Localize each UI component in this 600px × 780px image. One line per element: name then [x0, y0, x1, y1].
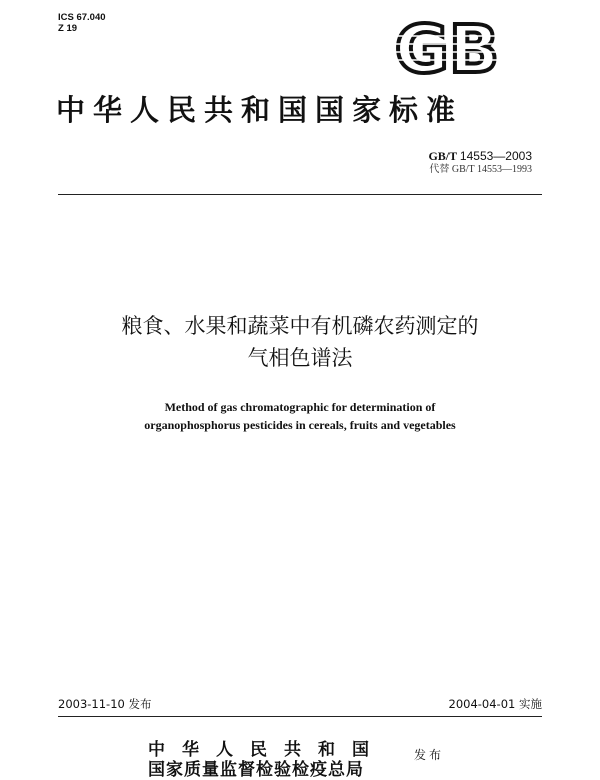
issuer-line-2: 国家质量监督检验检疫总局 [148, 760, 364, 780]
standard-prefix: GB/T [428, 149, 457, 163]
chinese-title-line-1: 粮食、水果和蔬菜中有机磷农药测定的 [121, 314, 479, 338]
issuer-line-1: 中华人民共和国 [148, 740, 386, 760]
issue-date: 2003-11-10 发布 [58, 697, 152, 711]
replaces-standard: 代替 GB/T 14553—1993 [429, 164, 532, 175]
english-title-line-1: Method of gas chromatographic for determination of [164, 400, 436, 414]
ics-code: ICS 67.040 [58, 12, 106, 23]
english-title-line-2: organophosphorus pesticides in cereals, fruits and vegetables [144, 418, 456, 432]
standard-number-block [428, 150, 532, 176]
national-standard-title: 中华人民共和国国家标准 [56, 93, 464, 127]
bottom-divider [58, 716, 542, 717]
standard-number [428, 150, 532, 163]
issue-word: 发布 [414, 748, 445, 762]
gb-logo [391, 18, 503, 76]
chinese-title [0, 310, 600, 374]
classification-codes [58, 12, 106, 34]
english-title [0, 398, 600, 434]
implementation-date: 2004-04-01 实施 [448, 697, 542, 711]
gb-logo-graphic [391, 18, 503, 76]
gb-logo-text: GB [394, 18, 500, 76]
chinese-title-line-2: 气相色谱法 [247, 346, 353, 370]
standard-code: 14553—2003 [459, 149, 532, 163]
category-code: Z 19 [58, 23, 78, 34]
top-divider [58, 194, 542, 195]
issuing-authorities [148, 740, 386, 780]
